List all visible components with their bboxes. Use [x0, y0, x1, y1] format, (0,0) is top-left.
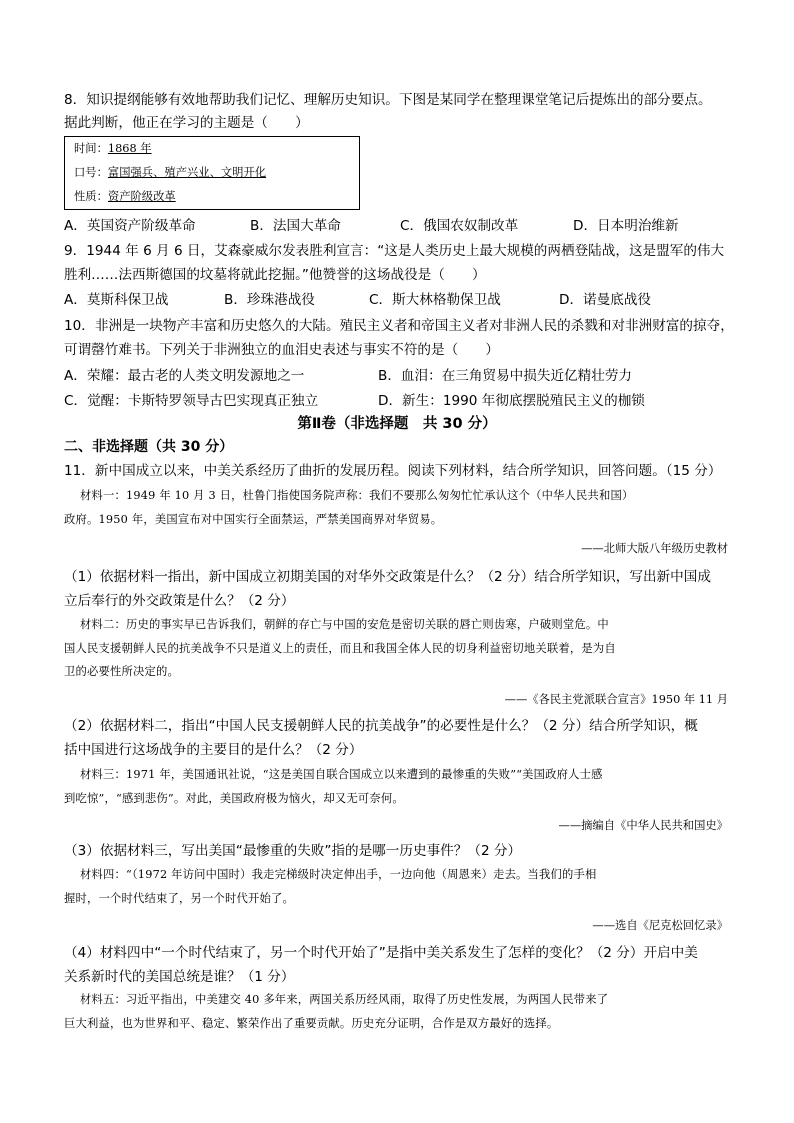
q11-sub1-line2: 立后奉行的外交政策是什么？（2 分）	[64, 593, 295, 609]
q10-option-c[interactable]: C．觉醒：卡斯特罗领导古巴实现真正独立	[64, 393, 319, 409]
q8-stem-line2: 据此判断，他正在学习的主题是（ ）	[64, 115, 309, 131]
q11-material3-line1: 材料三：1971 年，美国通讯社说，“这是美国自联合国成立以来遭到的最惨重的失败”“美国政府人士感	[80, 768, 603, 781]
q11-material3-line2: 到吃惊”，“感到悲伤”。对此，美国政府极为恼火，却又无可奈何。	[64, 792, 404, 805]
q9-stem-line2: 胜利……法西斯德国的坟墓将就此挖掘。”他赞誉的这场战役是（ ）	[64, 267, 486, 283]
q9-option-a[interactable]: A．莫斯科保卫战	[64, 292, 169, 308]
q10-option-d[interactable]: D．新生：1990 年彻底摆脱殖民主义的枷锁	[378, 393, 645, 409]
q11-sub3-line1: （3）依据材料三，写出美国“最惨重的失败”指的是哪一历史事件？（2 分）	[64, 843, 522, 859]
q11-material2-line3: 卫的必要性所决定的。	[64, 665, 179, 678]
q8-stem-line1: 8．知识提纲能够有效地帮助我们记忆、理解历史知识。下图是某同学在整理课堂笔记后提炼出的部分要点。	[64, 92, 712, 108]
q11-material4-line1: 材料四：“（1972 年访问中国时）我走完梯级时决定伸出手，一边向他（周恩来）走去。当我们的手相	[80, 868, 597, 881]
q11-material3-source: ——摘编自《中华人民共和国史》	[558, 819, 728, 832]
notes-nature-label: 性质：	[74, 190, 108, 203]
notes-time-value: 1868 年	[107, 142, 152, 155]
notes-slogan-label: 口号：	[74, 166, 108, 179]
q9-option-c[interactable]: C．斯大林格勒保卫战	[369, 292, 501, 308]
q11-material1-line1: 材料一：1949 年 10 月 3 日，杜鲁门指使国务院声称：我们不要那么匆匆忙忙承认这个（中华人民共和国）	[80, 489, 634, 502]
q11-intro: 11．新中国成立以来，中美关系经历了曲折的发展历程。阅读下列材料，结合所学知识，回答问题。（15 分）	[64, 463, 722, 479]
q8-option-a[interactable]: A．英国资产阶级革命	[64, 218, 196, 234]
notes-row-nature	[74, 188, 176, 206]
q9-option-d[interactable]: D．诺曼底战役	[559, 292, 652, 308]
q11-material5-line1: 材料五：习近平指出，中美建交 40 多年来，两国关系历经风雨，取得了历史性发展，为两国人民带来了	[80, 993, 609, 1006]
q11-sub1-line1: （1）依据材料一指出，新中国成立初期美国的对华外交政策是什么？（2 分）结合所学知识，写出新中国成	[64, 569, 711, 585]
q8-option-d[interactable]: D．日本明治维新	[573, 218, 679, 234]
q11-sub2-line1: （2）依据材料二，指出“中国人民支援朝鲜人民的抗美战争”的必要性是什么？（2 分）结合所学知识，概	[64, 718, 698, 734]
q11-sub4-line1: （4）材料四中“一个时代结束了，另一个时代开始了”是指中美关系发生了怎样的变化？（2 分）开启中美	[64, 945, 698, 961]
notes-row-time	[74, 140, 152, 158]
q11-material1-line2: 政府。1950 年，美国宣布对中国实行全面禁运，严禁美国商界对华贸易。	[64, 513, 443, 526]
q9-option-b[interactable]: B．珍珠港战役	[224, 292, 315, 308]
q11-material4-source: ——选自《尼克松回忆录》	[592, 919, 728, 932]
q10-option-b[interactable]: B．血泪：在三角贸易中损失近亿精壮劳力	[378, 368, 633, 384]
q10-option-a[interactable]: A．荣耀：最古老的人类文明发源地之一	[64, 368, 305, 384]
q10-stem-line2: 可谓罄竹难书。下列关于非洲独立的血泪史表述与事实不符的是（ ）	[64, 342, 499, 358]
notes-nature-value: 资产阶级改革	[107, 190, 176, 203]
q8-option-c[interactable]: C．俄国农奴制改革	[400, 218, 519, 234]
q11-material4-line2: 握时，一个时代结束了，另一个时代开始了。	[64, 892, 294, 905]
notes-time-label: 时间：	[74, 142, 108, 155]
q11-material1-source: ——北师大版八年级历史教材	[581, 542, 728, 555]
notes-row-slogan	[74, 164, 266, 182]
q11-material5-line2: 巨大利益，也为世界和平、稳定、繁荣作出了重要贡献。历史充分证明，合作是双方最好的选择。	[64, 1017, 559, 1030]
q11-material2-source: ——《各民主党派联合宣言》1950 年 11 月	[504, 693, 728, 706]
section2-title: 第Ⅱ卷（非选择题 共 30 分）	[297, 416, 497, 432]
notes-slogan-value: 富国强兵、殖产兴业、文明开化	[107, 166, 267, 179]
part2-title: 二、非选择题（共 30 分）	[64, 439, 234, 455]
q11-material2-line2: 国人民支援朝鲜人民的抗美战争不只是道义上的责任，而且和我国全体人民的切身利益密切地关联着，是为自	[64, 642, 616, 655]
q10-stem-line1: 10．非洲是一块物产丰富和历史悠久的大陆。殖民主义者和帝国主义者对非洲人民的杀戮和对非洲财富的掠夺，	[64, 318, 734, 334]
q11-material2-line1: 材料二：历史的事实早已告诉我们，朝鲜的存亡与中国的安危是密切关联的唇亡则齿寒，户破则堂危。中	[80, 618, 609, 631]
q9-stem-line1: 9．1944 年 6 月 6 日，艾森豪威尔发表胜利宣言：“这是人类历史上最大规模的两栖登陆战，这是盟军的伟大	[64, 243, 725, 259]
q8-option-b[interactable]: B．法国大革命	[250, 218, 341, 234]
q8-notes-box	[64, 136, 360, 210]
q11-sub2-line2: 括中国进行这场战争的主要目的是什么？（2 分）	[64, 742, 363, 758]
q11-sub4-line2: 关系新时代的美国总统是谁？（1 分）	[64, 969, 295, 985]
